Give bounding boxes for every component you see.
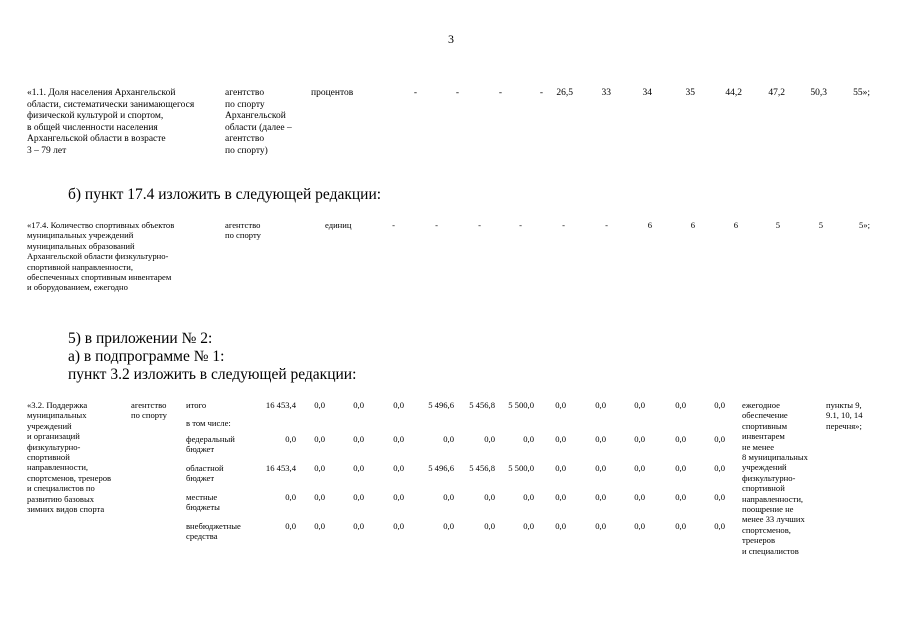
indicator-value: -	[392, 220, 395, 230]
indicator-value: 6	[647, 220, 652, 230]
funding-value: 0,0	[555, 492, 566, 502]
indicator-value: -	[498, 88, 502, 98]
funding-value: 0,0	[595, 400, 606, 410]
funding-value: 0,0	[314, 463, 325, 473]
indicator-value: 5	[818, 220, 823, 230]
funding-value: 0,0	[393, 434, 404, 444]
indicator-value: 34	[642, 88, 652, 98]
funding-value: 0,0	[634, 521, 645, 531]
source-regional-label: областной бюджет	[186, 463, 224, 484]
funding-value: 0,0	[714, 400, 725, 410]
indicator-value: -	[562, 220, 565, 230]
funding-value: 0,0	[675, 400, 686, 410]
indicator-value: 6	[690, 220, 695, 230]
funding-value: 0,0	[314, 492, 325, 502]
funding-value: 0,0	[523, 492, 534, 502]
indicator-17-4-agency: агентство по спорту	[225, 220, 261, 241]
measure-3-2-name: «3.2. Поддержка муниципальных учреждений и организаций физкультурно- спортивной направленности, спортсменов, тренеров и специалистов по развитию базовых зимних видов спорта	[27, 400, 112, 515]
indicator-value: 5	[775, 220, 780, 230]
funding-value: 0,0	[675, 521, 686, 531]
indicator-value: -	[455, 88, 459, 98]
funding-value: 16 453,4	[265, 463, 296, 473]
funding-value: 0,0	[285, 492, 296, 502]
funding-value: 0,0	[393, 492, 404, 502]
indicator-value: 47,2	[768, 88, 785, 98]
source-total-sublabel: в том числе:	[186, 418, 231, 428]
indicator-17-4-name: «17.4. Количество спортивных объектов муниципальных учреждений муниципальных образований Архангельской области физкультурно- спортивной направленности, обеспеченных спортивным инвентарем и оборудованием, ежегодно	[27, 220, 175, 293]
heading-b: б) пункт 17.4 изложить в следующей редакции:	[68, 186, 382, 203]
indicator-value: 33	[601, 88, 611, 98]
heading-point-3-2: пункт 3.2 изложить в следующей редакции:	[68, 366, 357, 383]
funding-value: 0,0	[285, 521, 296, 531]
funding-value: 0,0	[353, 521, 364, 531]
funding-value: 5 456,8	[469, 400, 495, 410]
funding-value: 0,0	[595, 521, 606, 531]
funding-value: 0,0	[393, 463, 404, 473]
funding-value: 0,0	[443, 521, 454, 531]
source-total-label: итого	[186, 400, 207, 410]
indicator-value: 35	[685, 88, 695, 98]
funding-value: 0,0	[634, 400, 645, 410]
indicator-value: 55»;	[853, 88, 870, 98]
source-local-label: местные бюджеты	[186, 492, 220, 513]
heading-appendix-2: 5) в приложении № 2:	[68, 330, 213, 347]
funding-value: 0,0	[314, 521, 325, 531]
funding-value: 0,0	[634, 492, 645, 502]
funding-value: 16 453,4	[265, 400, 296, 410]
funding-value: 0,0	[595, 492, 606, 502]
indicator-1-1-unit: процентов	[311, 88, 354, 98]
indicator-value: -	[539, 88, 543, 98]
funding-value: 0,0	[555, 400, 566, 410]
indicator-value: 50,3	[810, 88, 827, 98]
indicator-1-1-agency: агентство по спорту Архангельской области (далее – агентство по спорту)	[225, 88, 292, 156]
indicator-value: 6	[733, 220, 738, 230]
measure-3-2-refs: пункты 9, 9.1, 10, 14 перечня»;	[826, 400, 863, 431]
funding-value: 0,0	[523, 434, 534, 444]
indicator-value: -	[435, 220, 438, 230]
funding-value: 0,0	[555, 434, 566, 444]
funding-value: 0,0	[595, 434, 606, 444]
funding-value: 0,0	[675, 463, 686, 473]
measure-3-2-agency: агентство по спорту	[131, 400, 167, 421]
funding-value: 5 500,0	[508, 463, 534, 473]
funding-value: 0,0	[634, 463, 645, 473]
funding-value: 0,0	[393, 521, 404, 531]
funding-value: 0,0	[393, 400, 404, 410]
indicator-value: -	[605, 220, 608, 230]
funding-value: 0,0	[675, 492, 686, 502]
indicator-value: 26,5	[556, 88, 573, 98]
funding-value: 0,0	[484, 434, 495, 444]
funding-value: 5 496,6	[428, 463, 454, 473]
funding-value: 0,0	[634, 434, 645, 444]
indicator-value: -	[413, 88, 417, 98]
funding-value: 0,0	[353, 434, 364, 444]
funding-value: 0,0	[484, 492, 495, 502]
funding-value: 0,0	[714, 521, 725, 531]
heading-subprogram-1: а) в подпрограмме № 1:	[68, 348, 225, 365]
funding-value: 0,0	[443, 434, 454, 444]
indicator-value: -	[478, 220, 481, 230]
funding-value: 0,0	[675, 434, 686, 444]
funding-value: 5 500,0	[508, 400, 534, 410]
funding-value: 0,0	[314, 434, 325, 444]
funding-value: 0,0	[443, 492, 454, 502]
funding-value: 0,0	[484, 521, 495, 531]
funding-value: 0,0	[353, 400, 364, 410]
funding-value: 0,0	[595, 463, 606, 473]
funding-value: 0,0	[353, 463, 364, 473]
funding-value: 0,0	[714, 463, 725, 473]
funding-value: 0,0	[714, 434, 725, 444]
page-number: 3	[448, 32, 454, 46]
funding-value: 0,0	[314, 400, 325, 410]
funding-value: 0,0	[555, 521, 566, 531]
funding-value: 0,0	[555, 463, 566, 473]
funding-value: 0,0	[353, 492, 364, 502]
indicator-value: 5»;	[859, 220, 870, 230]
funding-value: 5 456,8	[469, 463, 495, 473]
indicator-1-1-name: «1.1. Доля населения Архангельской области, систематически занимающегося физической культурой и спортом, в общей численности населения Архангельской области в возрасте 3 – 79 лет	[27, 88, 195, 156]
indicator-value: -	[519, 220, 522, 230]
indicator-value: 44,2	[725, 88, 742, 98]
funding-value: 5 496,6	[428, 400, 454, 410]
indicator-17-4-unit: единиц	[325, 220, 352, 230]
measure-3-2-result: ежегодное обеспечение спортивным инвентарем не менее 8 муниципальных учреждений физкультурно- спортивной направленности, поощрение не менее 33 лучших спортсменов, тренеров и специалистов	[742, 400, 808, 556]
source-federal-label: федеральный бюджет	[186, 434, 235, 455]
source-extrabudget-label: внебюджетные средства	[186, 521, 241, 542]
funding-value: 0,0	[523, 521, 534, 531]
funding-value: 0,0	[714, 492, 725, 502]
funding-value: 0,0	[285, 434, 296, 444]
